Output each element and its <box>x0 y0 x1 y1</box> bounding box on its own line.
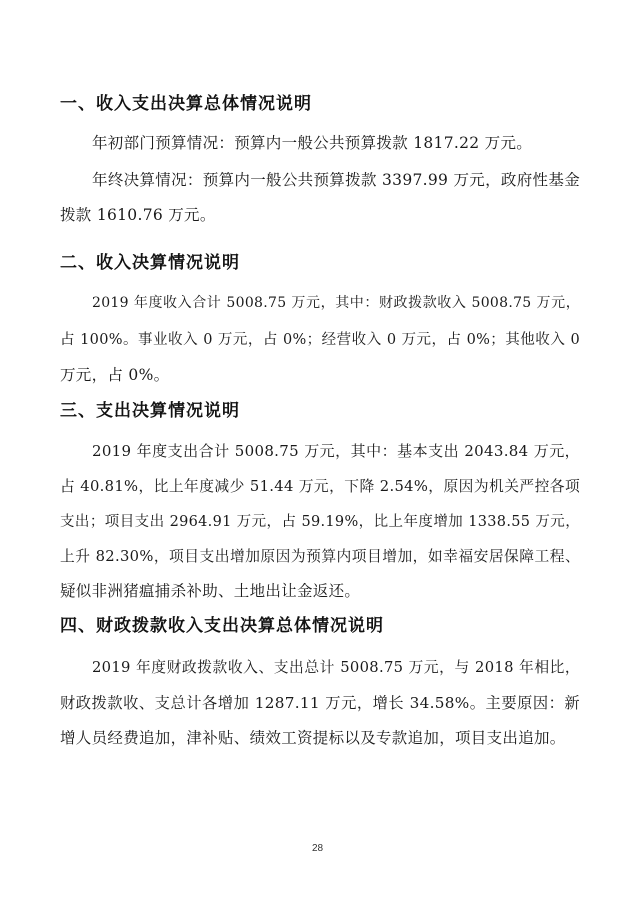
paragraph-line: 占 100%。事业收入 0 万元，占 0%；经营收入 0 万元，占 0%；其他收入 0 <box>60 332 580 348</box>
paragraph-line: 拨款 1610.76 万元。 <box>60 206 216 224</box>
paragraph-line: 年初部门预算情况：预算内一般公共预算拨款 1817.22 万元。 <box>92 134 533 152</box>
paragraph-line: 增人员经费追加，津补贴、绩效工资提标以及专款追加，项目支出追加。 <box>60 729 566 747</box>
section-heading-2: 二、收入决算情况说明 <box>60 253 240 273</box>
paragraph-line: 年终决算情况：预算内一般公共预算拨款 3397.99 万元，政府性基金 <box>92 171 580 189</box>
paragraph-line: 支出；项目支出 2964.91 万元，占 59.19%，比上年度增加 1338.55 万元， <box>60 514 580 530</box>
page-number: 28 <box>311 843 324 854</box>
paragraph-line: 万元，占 0%。 <box>60 366 170 384</box>
paragraph-line: 2019 年度收入合计 5008.75 万元，其中：财政拨款收入 5008.75 万元， <box>92 295 580 311</box>
paragraph-line: 2019 年度支出合计 5008.75 万元，其中：基本支出 2043.84 万元， <box>92 442 580 460</box>
paragraph-line: 上升 82.30%，项目支出增加原因为预算内项目增加，如幸福安居保障工程、 <box>60 548 580 565</box>
paragraph-line: 2019 年度财政拨款收入、支出总计 5008.75 万元，与 2018 年相比， <box>92 659 580 676</box>
section-heading-1: 一、收入支出决算总体情况说明 <box>60 94 312 114</box>
section-heading-4: 四、财政拨款收入支出决算总体情况说明 <box>60 616 384 636</box>
section-heading-3: 三、支出决算情况说明 <box>60 401 240 421</box>
paragraph-line: 财政拨款收、支总计各增加 1287.11 万元，增长 34.58%。主要原因：新 <box>60 694 580 712</box>
paragraph-line: 占 40.81%，比上年度减少 51.44 万元，下降 2.54%，原因为机关严控各项 <box>60 478 580 495</box>
paragraph-line: 疑似非洲猪瘟捕杀补助、土地出让金返还。 <box>60 582 361 600</box>
